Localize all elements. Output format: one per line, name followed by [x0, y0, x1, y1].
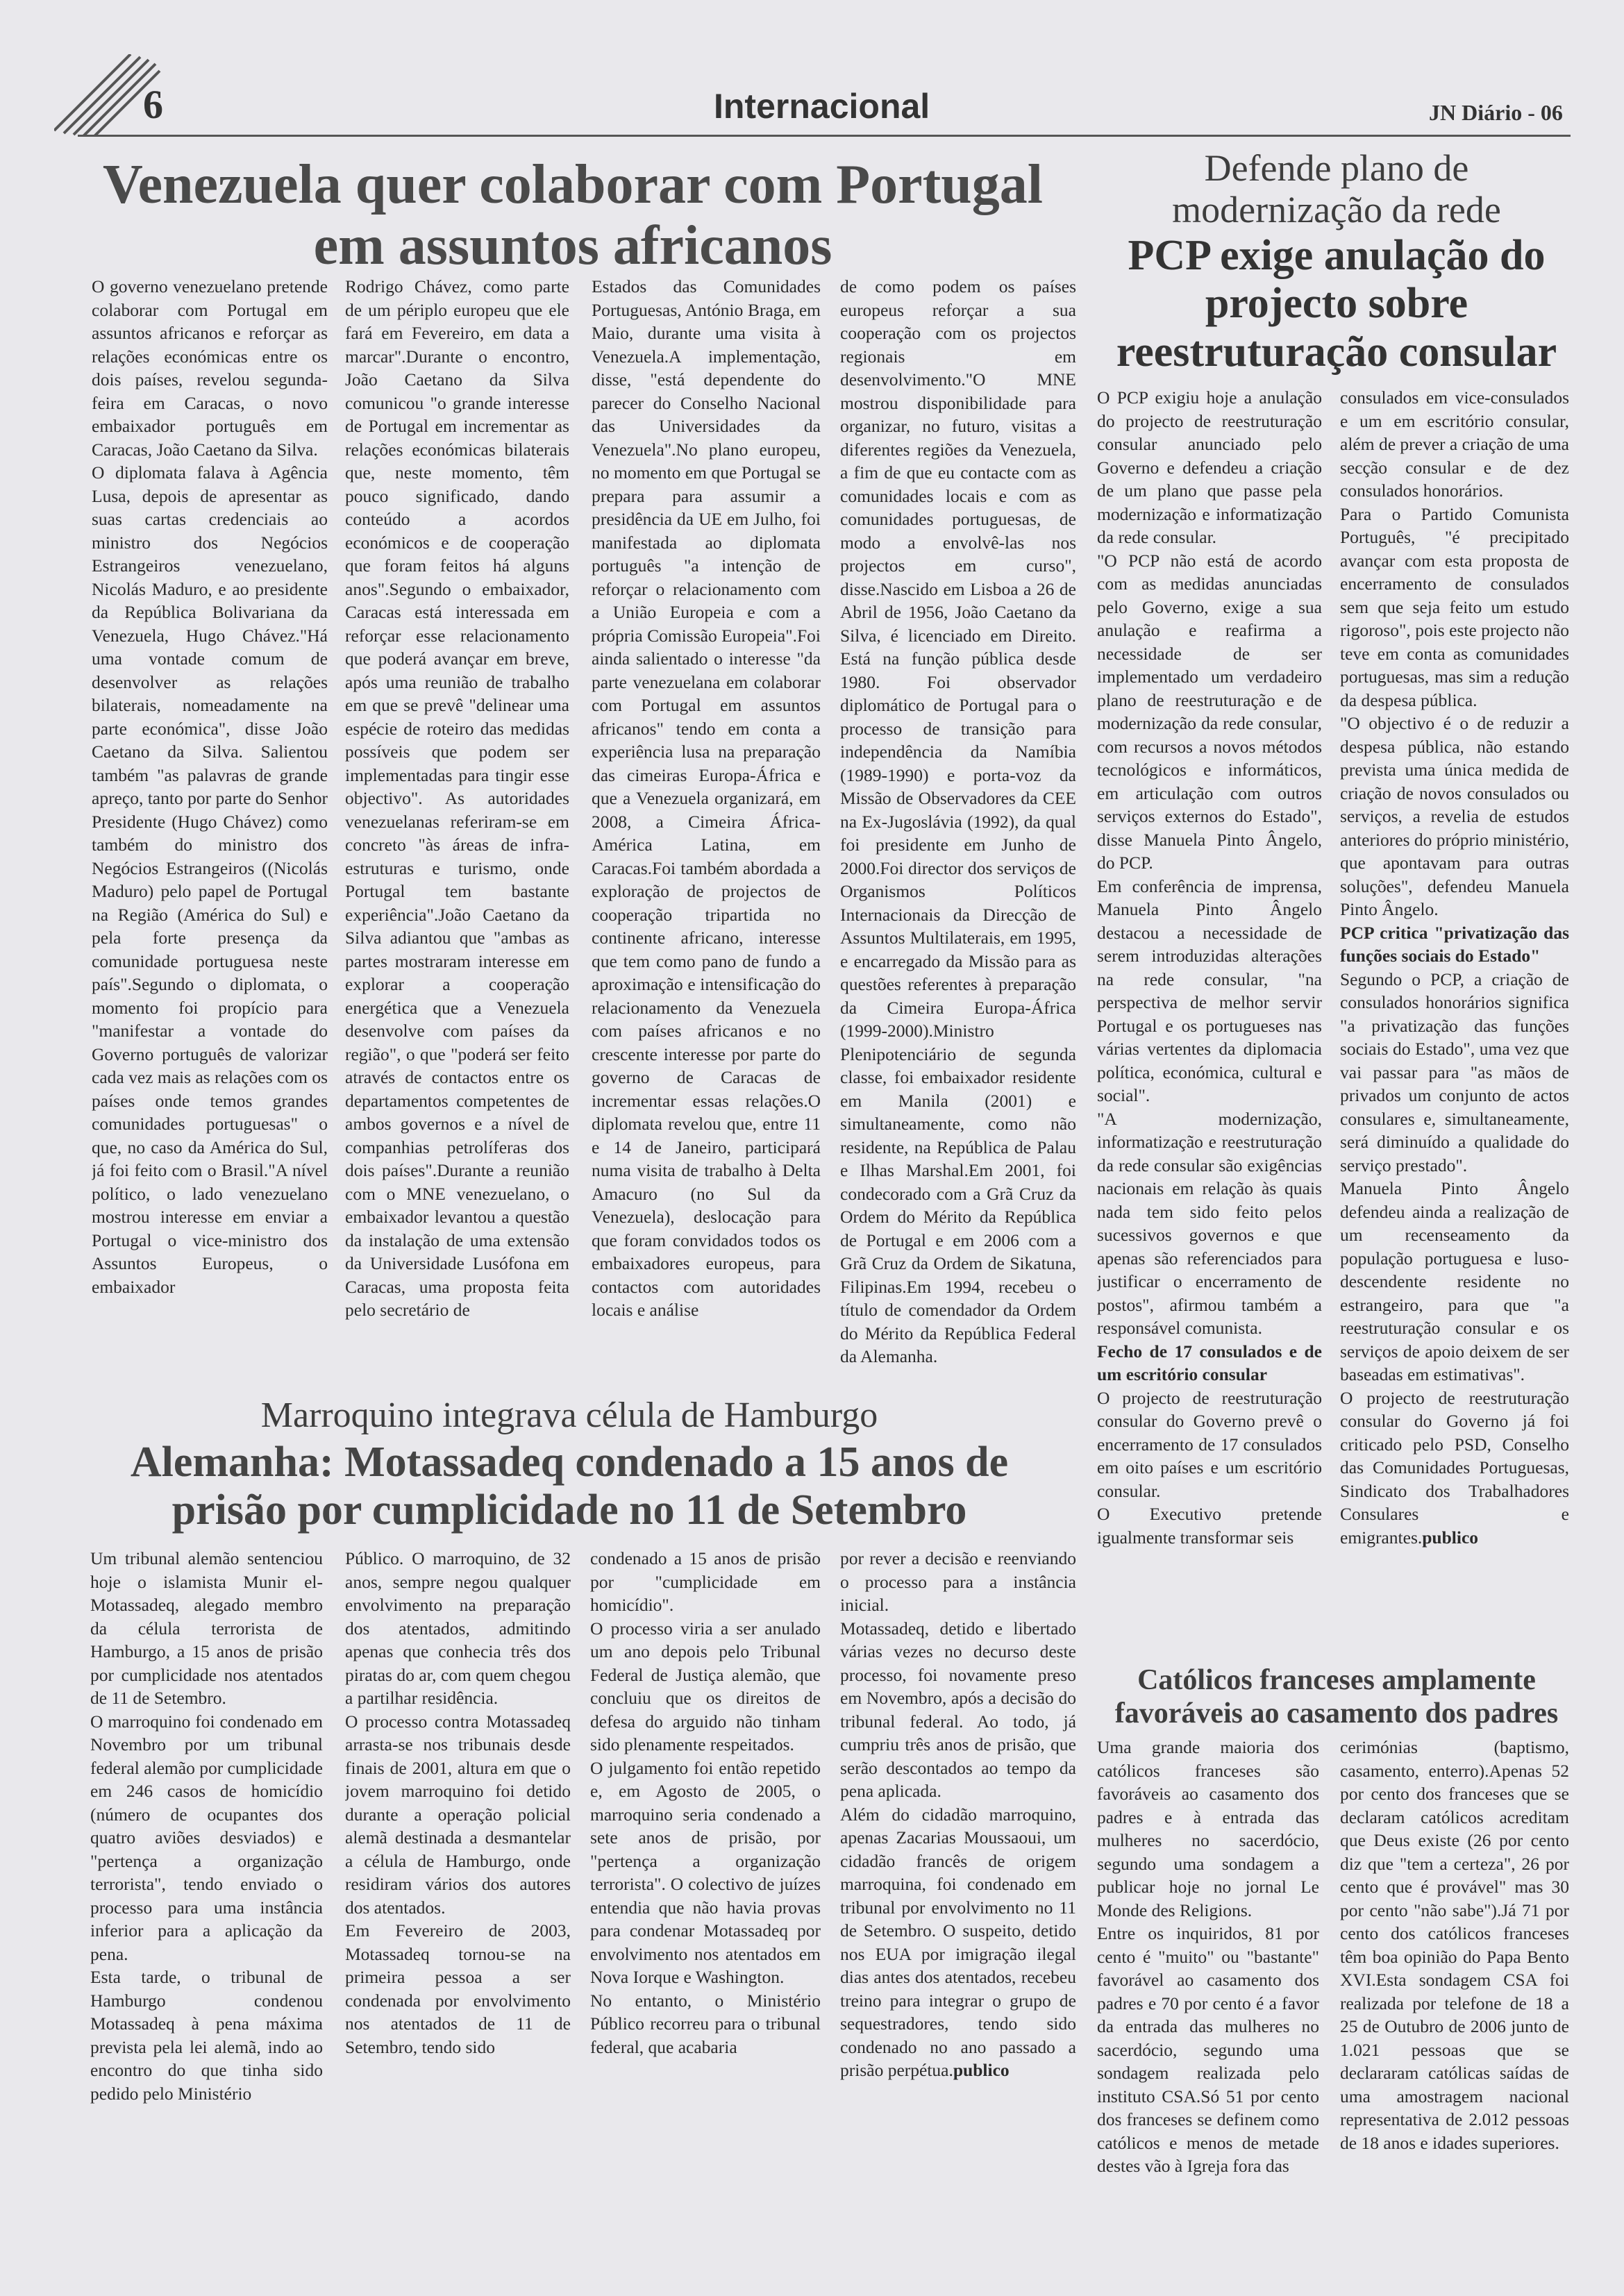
paragraph-text: PCP critica "privatização das funções sociais do Estado" [1340, 922, 1569, 966]
paragraph: Esta tarde, o tribunal de Hamburgo condenou Motassadeq à pena máxima prevista pela lei alemã, indo ao encontro do que tinha sido pedido pelo Ministério [90, 1967, 323, 2104]
article-headline: PCP exige anulação do projecto sobre reestruturação consular [1116, 232, 1557, 376]
paragraph: cerimónias (baptismo, casamento, enterro).Apenas 52 por cento dos franceses que se declaram católicos acreditam que Deus existe (26 por cento diz que "tem a certeza", 26 por cento que é provável" mas 30 por cento "não sabe").Já 71 por cento dos católicos franceses têm boa opinião do Papa Bento XVI.Esta sondagem CSA foi realizada por telefone de 18 a 25 de Outubro de 2006 junto de 1.021 pessoas que se declararam católicas saídas de uma amostragem nacional representativa de 2.012 pessoas de 18 anos e idades superiores. [1340, 1737, 1569, 2153]
paragraph [1340, 1177, 1569, 1386]
paragraph [1340, 386, 1569, 503]
paragraph-text: O Executivo pretende igualmente transformar seis [1097, 1504, 1322, 1548]
article-column [1097, 1736, 1319, 2208]
article-column [590, 1547, 821, 2241]
paragraph [840, 1547, 1076, 1617]
paragraph-text: O projecto de reestruturação consular do Governo já foi criticado pelo PSD, Conselho das Comunidades Portuguesas, Sindicato dos Trabalhadores Consulares e emigrantes. [1340, 1387, 1569, 1548]
paragraph: Rodrigo Chávez, como parte de um périplo europeu que ele fará em Fevereiro, em data a marcar".Durante o encontro, João Caetano da Silva comunicou "o grande interesse de Portugal em incrementar as relações económicas bilaterais que, neste momento, têm pouco significado, dando conteúdo a acordos económicos e de cooperação que foram feitos há alguns anos".Segundo o embaixador, Caracas está interessada em reforçar esse relacionamento que poderá avançar em breve, após uma reunião de trabalho em que se prevê "delinear uma espécie de roteiro das medidas possíveis que podem ser implementadas para tingir esse objectivo". As autoridades venezuelanas referiram-se em concreto "às áreas de infra-estruturas e turismo, onde Portugal tem bastante experiência".João Caetano da Silva adiantou que "ambas as partes mostraram interesse em explorar a cooperação energética que a Venezuela desenvolve com países da região", o que "poderá ser feito através de contactos entre os departamentos competentes de ambos governos e a nível de companhias petrolíferas dos dois países".Durante a reunião com o MNE venezuelano, o embaixador levantou a questão da instalação de uma extensão da Universidade Lusófona em Caracas, uma proposta feita pelo secretário de [345, 276, 569, 1320]
paragraph-text: Motassadeq, detido e libertado várias vezes no decurso deste processo, foi novamente preso em Novembro, após a decisão do tribunal federal. Ao todo, já cumpriu três anos de prisão, que serão descontados ao tempo da pena aplicada. [840, 1618, 1076, 1801]
page-number: 6 [143, 82, 163, 127]
source-signature: publico [1422, 1527, 1479, 1548]
paragraph-text: Segundo o PCP, a criação de consulados honorários significa "a privatização das funções sociais do Estado", uma vez que vai passar para "as mãos de privados um conjunto de actos consulares e, simultaneamente, será diminuído a qualidade do serviço prestado". [1340, 969, 1569, 1175]
paragraph: Uma grande maioria dos católicos franceses são favoráveis ao casamento dos padres e à entrada das mulheres no sacerdócio, segundo uma sondagem a publicar hoje no jornal Le Monde des Religions. [1097, 1737, 1319, 1920]
paragraph [1097, 1386, 1322, 1503]
article-column [345, 275, 569, 1389]
article-column [592, 275, 821, 1389]
paragraph-text: Manuela Pinto Ângelo defendeu ainda a realização de um recenseamento da população portuguesa e luso-descendente residente no estrangeiro, para que "a reestruturação consular e os serviços de apoio deixem de ser baseadas em estimativas". [1340, 1178, 1569, 1384]
paragraph-text: Além do cidadão marroquino, apenas Zacarias Moussaoui, um cidadão francês de origem marroquina, foi condenado em tribunal por envolvimento no 11 de Setembro. O suspeito, detido nos EUA por imigração ilegal dias antes dos atentados, recebeu treino para integrar o grupo de sequestradores, tendo sido condenado no ano passado a prisão perpétua. [840, 1804, 1076, 2080]
article-column [840, 1547, 1076, 2241]
headline-line: prisão por cumplicidade no 11 de Setembro [171, 1486, 967, 1534]
paragraph-text: O PCP exigiu hoje a anulação do projecto de reestruturação consular anunciado pelo Governo e defendeu a criação de um plano que passe pela modernização e informatização da rede consular. [1097, 387, 1322, 547]
section-title: Internacional [714, 87, 930, 126]
paragraph-text: "O PCP não está de acordo com as medidas anunciadas pelo Governo, exige a sua anulação e reafirma a necessidade de ser implementado um verdadeiro plano de reestruturação e de modernização da rede consular, com recursos a novos métodos tecnológicos e informáticos, em articulação com outros serviços externos do Estado", disse Manuela Pinto Ângelo, do PCP. [1097, 550, 1322, 873]
article-column [840, 275, 1076, 1389]
paragraph [1097, 386, 1322, 549]
article-column [1340, 386, 1569, 1657]
subheading [1340, 921, 1569, 968]
paragraph: Público. O marroquino, de 32 anos, sempre negou qualquer envolvimento na preparação dos atentados, admitindo apenas que conhecia três dos piratas do ar, com quem chegou a partilhar residência. [345, 1548, 571, 1708]
paragraph: de como podem os países europeus reforçar a sua cooperação com os projectos regionais em desenvolvimento."O MNE mostrou disponibilidade para organizar, no futuro, visitas a diferentes regiões da Venezuela, a fim de que eu contacte com as comunidades locais e com as comunidades portuguesas, de modo a envolvê-las nos projectos em curso", disse.Nascido em Lisboa a 26 de Abril de 1956, João Caetano da Silva, é licenciado em Direito. Está na função pública desde 1980. Foi observador diplomático de Portugal para o processo de transição para independência da Namíbia (1989-1990) e porta-voz da Missão de Observadores da CEE na Ex-Jugoslávia (1992), da qual foi presidente em Junho de 2000.Foi director dos serviços de Organismos Políticos Internacionais da Direcção de Assuntos Multilaterais, em 1995, e encarregado da Missão para as questões referentes à preparação da Cimeira Europa-África (1999-2000).Ministro Plenipotenciário de segunda classe, foi embaixador residente em Manila (2001) e simultaneamente, como não residente, na República de Palau e Ilhas Marshal.Em 2001, foi condecorado com a Grã Cruz da Ordem do Mérito da República de Portugal e em 2006 com a Grã Cruz da Ordem de Sikatuna, Filipinas.Em 1994, recebeu o título de comendador da Ordem do Mérito da República Federal da Alemanha. [840, 276, 1076, 1366]
article-column [1340, 1736, 1569, 2208]
paragraph [1097, 875, 1322, 1107]
paragraph: Entre os inquiridos, 81 por cento é "muito" ou "bastante" favorável ao casamento dos padres e 70 por cento é a favor da entrada das mulheres no sacerdócio, segundo uma sondagem realizada pelo instituto CSA.Só 51 por cento dos franceses se definem como católicos e menos de metade destes vão à Igreja fora das [1097, 1923, 1319, 2176]
paragraph-text: consulados em vice-consulados e um em escritório consular, além de prever a criação de uma secção consular e de dez consulados honorários. [1340, 387, 1569, 501]
paragraph-text: O projecto de reestruturação consular do Governo prevê o encerramento de 17 consulados em oito países e um escritório consular. [1097, 1387, 1322, 1501]
paragraph: O julgamento foi então repetido e, em Agosto de 2005, o marroquino seria condenado a sete anos de prisão, por "pertença a organização terrorista". O colectivo de juízes entendia que não havia provas para condenar Motassadeq por envolvimento nos atentados em Nova Iorque e Washington. [590, 1757, 821, 1987]
headline-line: em assuntos africanos [313, 215, 832, 276]
paragraph: O governo venezuelano pretende colaborar com Portugal em assuntos africanos e reforçar as relações económicas entre os dois países, revelou segunda-feira em Caracas, o novo embaixador português em Caracas, João Caetano da Silva. [92, 276, 328, 460]
paragraph-text: "O objectivo é o de reduzir a despesa pública, não estando prevista uma única medida de criação de novos consulados ou serviços, a revelia de estudos anteriores do próprio ministério, que apontavam para outras soluções", defendeu Manuela Pinto Ângelo. [1340, 713, 1569, 919]
article-column [345, 1547, 571, 2241]
paragraph: O marroquino foi condenado em Novembro por um tribunal federal alemão por cumplicidade em 246 casos de homicídio (número de ocupantes dos quatro aviões desviados) e "pertença a organização terrorista", tendo enviado o processo para uma instância inferior para a aplicação da pena. [90, 1711, 323, 1964]
article-headline [97, 154, 1048, 276]
article-headline: Católicos franceses amplamente favoráveis ao casamento dos padres [1114, 1664, 1559, 1730]
paragraph: O diplomata falava à Agência Lusa, depois de apresentar as suas cartas credenciais ao ministro dos Negócios Estrangeiros venezuelano, Nicolás Maduro, e ao presidente da República Bolivariana da Venezuela, Hugo Chávez."Há uma vontade comum de desenvolver as relações bilaterais, nomeadamente na parte económica", disse João Caetano da Silva. Salientou também "as palavras de grande apreço, tanto por parte do Senhor Presidente (Hugo Chávez) como também do ministro dos Negócios Estrangeiros ((Nicolás Maduro) pelo papel de Portugal na Região (América do Sul) e pela forte presença da comunidade portuguesa neste país".Segundo o diplomata, o momento foi propício para "manifestar a vontade do Governo português de valorizar cada vez mais as relações com os países onde temos grandes comunidades portuguesas" o que, no caso da América do Sul, já foi feito com o Brasil."A nível político, o lado venezuelano mostrou interesse em enviar a Portugal o vice-ministro dos Assuntos Europeus, o embaixador [92, 462, 328, 1297]
paragraph: No entanto, o Ministério Público recorreu para o tribunal federal, que acabaria [590, 1990, 821, 2057]
paragraph [1340, 968, 1569, 1178]
paragraph: O processo viria a ser anulado um ano depois pelo Tribunal Federal de Justiça alemão, que concluiu que os direitos de defesa do arguido não tinham sido plenamente respeitados. [590, 1618, 821, 1754]
header-rule [78, 135, 1571, 137]
paragraph-text: "A modernização, informatização e reestruturação da rede consular são exigências nacionais em relação às quais nada tem sido feito pelos sucessivos governos e que apenas são referenciados para justificar o encerramento de postos", afirmou também a responsável comunista. [1097, 1108, 1322, 1338]
paragraph: Em Fevereiro de 2003, Motassadeq tornou-se na primeira pessoa a ser condenada por envolvimento nos atentados de 11 de Setembro, tendo sido [345, 1920, 571, 2057]
paragraph [1340, 712, 1569, 921]
paragraph-text: por rever a decisão e reenviando o processo para a instância inicial. [840, 1548, 1076, 1615]
masthead-label: JN Diário - 06 [1429, 100, 1563, 125]
paragraph [1340, 503, 1569, 712]
paragraph: O processo contra Motassadeq arrasta-se nos tribunais desde finais de 2001, altura em que o jovem marroquino foi detido durante a operação policial alemã destinada a desmantelar a célula de Hamburgo, onde residiram vários dos autores dos atentados. [345, 1711, 571, 1918]
headline-line: Alemanha: Motassadeq condenado a 15 anos de [130, 1439, 1009, 1486]
paragraph [1097, 1502, 1322, 1549]
article-column [1097, 386, 1322, 1657]
paragraph-text: Fecho de 17 consulados e de um escritório consular [1097, 1341, 1322, 1384]
paragraph-text: Em conferência de imprensa, Manuela Pinto Ângelo destacou a necessidade de serem introduzidas alterações na rede consular, "na perspectiva de melhor servir Portugal e os portugueses nas várias vertentes da diplomacia política, económica, cultural e social". [1097, 875, 1322, 1105]
article-kicker: Defende plano de modernização da rede [1172, 147, 1501, 231]
source-signature: publico [953, 2060, 1010, 2080]
article-column [92, 275, 328, 1389]
paragraph [1340, 1386, 1569, 1550]
paragraph: Um tribunal alemão sentenciou hoje o islamista Munir el-Motassadeq, alegado membro da célula terrorista de Hamburgo, a 15 anos de prisão por cumplicidade nos atentados de 11 de Setembro. [90, 1548, 323, 1708]
headline-line: Venezuela quer colaborar com Portugal [103, 154, 1043, 215]
paragraph-text: Para o Partido Comunista Português, "é precipitado avançar com esta proposta de encerramento de consulados sem que seja feito um estudo rigoroso", pois este projecto não teve em conta as comunidades portuguesas, mas sim a redução da despesa pública. [1340, 503, 1569, 710]
subheading [1097, 1340, 1322, 1386]
paragraph [840, 1617, 1076, 1803]
paragraph: Estados das Comunidades Portuguesas, António Braga, em Maio, durante uma visita à Venezuela.A implementação, disse, "está dependente do parecer do Conselho Nacional das Universidades da Venezuela".No plano europeu, no momento em que Portugal se prepara para assumir a presidência da UE em Julho, foi manifestada ao diplomata português "a intenção de reforçar o relacionamento com a União Europeia e com a própria Comissão Europeia".Foi ainda salientado o interesse "da parte venezuelana em colaborar com Portugal em assuntos africanos" tendo em conta a experiência lusa na preparação das cimeiras Europa-África e que a Venezuela organizará, em 2008, a Cimeira África-América Latina, em Caracas.Foi também abordada a exploração de projectos de cooperação tripartida no continente africano, interesse que tem como pano de fundo a aproximação e intensificação do relacionamento da Venezuela com países africanos e no crescente interesse por parte do governo de Caracas de incrementar essas relações.O diplomata revelou que, entre 11 e 14 de Janeiro, participará numa visita de trabalho à Delta Amacuro (no Sul da Venezuela), deslocação para que foram convidados todos os embaixadores europeus, para contactos com autoridades locais e análise [592, 276, 821, 1320]
paragraph [840, 1803, 1076, 2082]
paragraph [1097, 1107, 1322, 1340]
article-headline [97, 1439, 1041, 1535]
article-column [90, 1547, 323, 2241]
paragraph [1097, 549, 1322, 875]
article-kicker: Marroquino integrava célula de Hamburgo [260, 1396, 878, 1435]
paragraph: condenado a 15 anos de prisão por "cumplicidade em homicídio". [590, 1548, 821, 1615]
